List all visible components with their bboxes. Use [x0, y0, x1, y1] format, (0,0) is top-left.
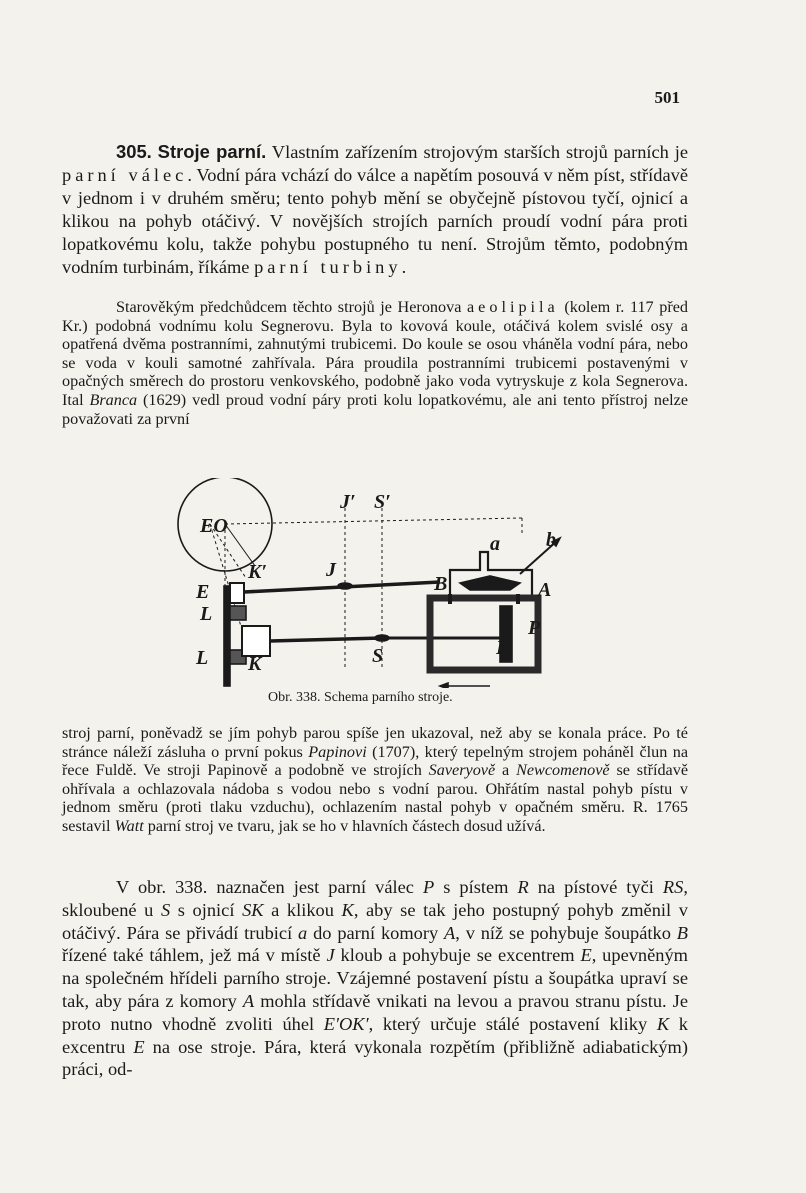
text-run: kloub a pohybuje se excentrem [340, 945, 575, 966]
text-run: stroj parní, poněvadž se jím pohyb parou spíše jen ukazoval, než aby se konala práce. Po té stránce náleží zásluha o první pokus [62, 724, 688, 761]
text-run: (1707), který tepelným strojem poháněl člun na řece Fuldě. Ve stroji Papinově a podobně ve strojích [62, 742, 689, 780]
variable: K [656, 1013, 670, 1034]
term-parni-valec: parní válec [62, 165, 188, 185]
label-A: A [538, 579, 552, 601]
text-run: Starověkým předchůdcem těchto strojů je Heronova [116, 298, 462, 316]
text-run: s ojnicí [177, 899, 235, 920]
figure-caption: Obr. 338. Schema parního stroje. [268, 690, 453, 705]
bearing-upper [230, 606, 246, 620]
text-run: s pístem [443, 877, 509, 897]
term-parni-turbiny: parní turbiny [254, 257, 402, 277]
section-title: Stroje parní. [157, 141, 267, 162]
crank [242, 626, 270, 656]
text-run: na pístové tyči [537, 877, 654, 897]
figure-description-paragraph [62, 876, 688, 1081]
label-EO: EO [200, 515, 228, 537]
text-run: parní stroj ve tvaru, jak se ho v hlavních částech dosud užívá. [147, 816, 546, 835]
text-run: , skloubené u [62, 877, 688, 920]
variable: E [133, 1036, 145, 1057]
eccentric [230, 583, 244, 603]
variable: A [444, 922, 456, 943]
label-b: b [546, 529, 556, 551]
variable: E [580, 945, 592, 966]
variable: SK [242, 899, 264, 920]
text-run: . [401, 257, 407, 277]
text-run: mohla střídavě vnikati na levou a pravou stranu pístu. Je proto nutno vhodně zvoliti úhel [62, 990, 688, 1034]
text-run: , v níž se pohybuje šoupátko [455, 922, 671, 943]
label-E: E [196, 581, 210, 603]
history-paragraph [62, 298, 688, 428]
text-run: , aby se tak jeho postupný pohyb změnil v otáčivý. Pára se přivádí trubicí [62, 899, 688, 943]
text-run: se střídavě ohřívala a ochlazovala nádoba s vodou nebo s vodní parou. Ohřátím nastal pohyb pístu v jednom směru (proti tlaku vzduchu), ochlazením nastal pohyb v opačném směru. R. 1765 sestavil [62, 761, 689, 835]
variable: B [676, 922, 688, 943]
text-run: k excentru [62, 1013, 688, 1057]
steam-cylinder [430, 598, 538, 670]
label-L-top: L [200, 603, 213, 625]
variable: a [298, 922, 308, 943]
label-K-prime: K′ [248, 561, 267, 583]
history-paragraph-continued [62, 724, 688, 836]
label-R: R [496, 637, 510, 659]
text-run: V obr. 338. naznačen jest parní válec [116, 877, 414, 897]
slide-valve [460, 576, 520, 590]
text-run: , upevněným na společném hřídeli parního stroje. Vzájemné postavení pístu a šoupátka upraví se tak, aby pára z komory [62, 945, 688, 1011]
name-newcomen: Newcomenově [516, 761, 610, 780]
text-run: do parní komory [313, 922, 439, 943]
label-S-prime: S′ [374, 491, 391, 513]
label-P: P [528, 617, 541, 639]
variable: RS [662, 877, 684, 897]
label-J: J [326, 559, 336, 581]
text-run: . Vodní pára vchází do válce a napětím posouvá v něm píst, střídavě v jednom i v druhém směru; tento pohyb mění se obyčejně pístovou tyčí, ojnicí a klikou na pohyb otáčivý. V novějších strojích parních proudí vodní pára proti lopatkovému kolu, takže pohybu postupného tu není. Strojům těmto, podobným vodním turbinám, říkáme [62, 165, 688, 277]
name-savery: Saveryově [428, 761, 496, 780]
steam-engine-figure [150, 478, 590, 688]
section-305-paragraph [62, 140, 688, 279]
steam-engine-diagram [150, 478, 590, 688]
text-run: na ose stroje. Pára, která vykonala rozpětím (přibližně adiabatickým) práci, od- [62, 1036, 688, 1080]
name-papin: Papinovi [308, 742, 367, 761]
label-S: S [372, 645, 384, 667]
name-branca: Branca [89, 390, 138, 409]
text-run: (kolem r. 117 před Kr.) podobná vodnímu kolu Segnerovu. Byla to kovová koule, otáčivá kolem svislé osy a opatřená dvěma postranními, zahnutými trubicemi. Do koule se osou vháněla vodní pára, nebo se voda v kouli samotné zahřívala. Pára proudila postranními trubicemi postavenými v opačných směrech do prostoru venkovského, podobně jako voda vytryskuje z kola Segnerova. Ital [62, 298, 689, 409]
label-J-prime: J′ [340, 491, 356, 513]
variable: J [326, 945, 335, 966]
section-number: 305. [116, 141, 152, 162]
variable: R [517, 877, 529, 897]
variable: A [242, 990, 255, 1011]
connecting-rod [270, 638, 382, 641]
page-number: 501 [654, 88, 680, 107]
label-L-bottom: L [196, 647, 209, 669]
text-run: (1629) vedl proud vodní páry proti kolu lopatkovému, ale ani tento přístroj nelze považovati za první [62, 390, 689, 428]
label-B: B [434, 573, 448, 595]
variable: K [341, 899, 354, 920]
label-K: K [248, 653, 262, 675]
variable: S [160, 899, 171, 920]
text-run: a [502, 761, 510, 780]
text-run: , který určuje stálé postavení kliky [368, 1013, 648, 1034]
text-run: a klikou [271, 899, 334, 920]
text-run: Vlastním zařízením strojovým starších strojů parních je [271, 142, 688, 162]
variable: E′OK′ [323, 1013, 369, 1034]
text-run: řízené také táhlem, jež má v místě [62, 945, 321, 966]
term-aeolipila: aeolipila [467, 298, 559, 316]
variable: P [422, 877, 435, 897]
name-watt: Watt [114, 816, 144, 835]
label-a: a [490, 533, 500, 555]
